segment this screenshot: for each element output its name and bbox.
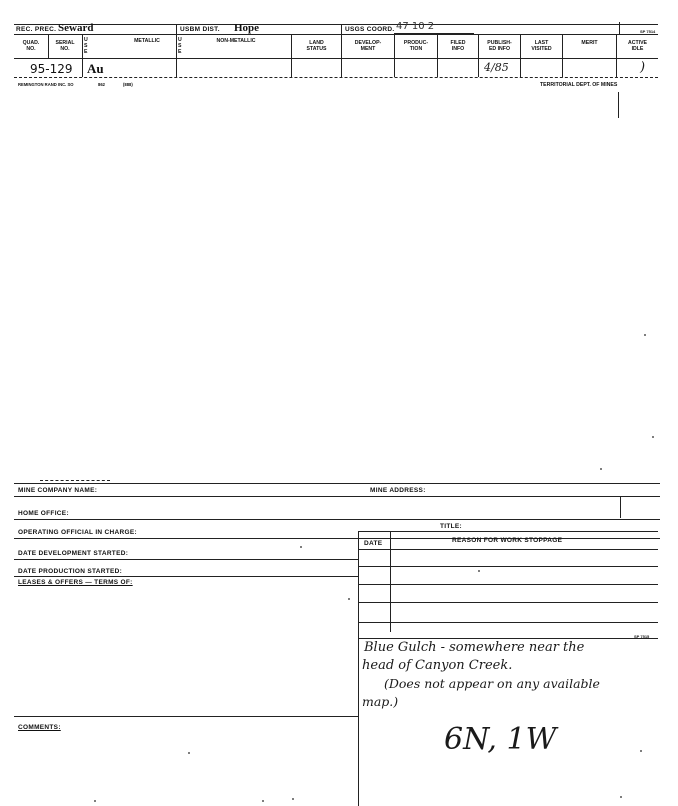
usbm-dist-value: Hope [234, 22, 260, 34]
reason-col-header: REASON FOR WORK STOPPAGE [452, 537, 563, 544]
rule-title [358, 531, 658, 532]
mine-address-label: MINE ADDRESS: [370, 487, 426, 494]
scan-speck [644, 334, 646, 336]
col-serial-no: SERIAL NO. [55, 40, 75, 52]
col-non-metallic: NON-METALLIC [216, 38, 256, 44]
back-top-dash [40, 480, 110, 481]
active-idle-mark: ) [640, 60, 646, 75]
date-prod-started-label: DATE PRODUCTION STARTED: [18, 568, 123, 575]
date-col-header: DATE [364, 540, 383, 547]
date-col-divider [390, 532, 391, 632]
col-land-status: LAND STATUS [306, 40, 327, 52]
record-bottom-rule [14, 77, 658, 78]
table-row-1 [358, 566, 658, 567]
department-label: TERRITORIAL DEPT. OF MINES [540, 82, 618, 88]
back-top-rule [14, 483, 660, 484]
mine-company-name-label: MINE COMPANY NAME: [18, 487, 98, 494]
col-last-visited: LAST VISITED [531, 40, 552, 52]
scan-speck [94, 800, 96, 802]
usbm-dist-label: USBM DIST. [180, 26, 220, 33]
top-rule [14, 24, 658, 25]
operating-official-label: OPERATING OFFICIAL IN CHARGE: [18, 529, 137, 536]
date-dev-started-label: DATE DEVELOPMENT STARTED: [18, 550, 129, 557]
note-line-3: (Does not appear on any available [384, 676, 600, 691]
scan-speck [478, 570, 480, 572]
rec-prec-value: Seward [58, 22, 94, 34]
col-production: PRODUC- TION [403, 40, 429, 52]
scan-speck [262, 800, 264, 802]
form-number-front: SP 7514 [640, 29, 656, 34]
rule-prod-started [14, 576, 358, 577]
rule-comments [14, 716, 358, 717]
col-merit: MERIT [581, 40, 598, 46]
home-office-tick [620, 496, 621, 518]
scan-speck [188, 752, 190, 754]
note-line-1: Blue Gulch - somewhere near the [364, 640, 585, 655]
note-line-2: head of Canyon Creek. [362, 658, 513, 673]
col-development: DEVELOP- MENT [354, 40, 382, 52]
col-use-metallic: U S E [84, 37, 88, 55]
usgs-coord-label: USGS COORD. [345, 26, 395, 33]
col-quad-no: QUAD. NO. [22, 40, 40, 52]
table-row-5 [358, 638, 658, 639]
col-active-idle: ACTIVE IDLE [627, 40, 648, 52]
scan-speck [600, 468, 602, 470]
title-label: TITLE: [440, 523, 463, 530]
col-published-info: PUBLISH- ED INFO [487, 40, 512, 52]
divider-metallic [82, 34, 83, 77]
leases-offers-label: LEASES & OFFERS — TERMS OF: [18, 579, 133, 586]
col-use-nonmetallic: U S E [178, 37, 182, 55]
rule-official [14, 538, 660, 539]
scan-speck [348, 598, 350, 600]
divider-usbm [176, 24, 177, 77]
home-office-label: HOME OFFICE: [18, 510, 69, 517]
printer-code-2: (888) [123, 82, 133, 87]
table-row-2 [358, 584, 658, 585]
table-left-border [358, 532, 359, 806]
printer-label: REMINGTON RAND INC. SO [18, 82, 74, 87]
quad-serial-value: 95-129 [30, 62, 73, 76]
table-row-4 [358, 622, 658, 623]
rule-home-office [14, 519, 660, 520]
form-number-back: SP 7515 [634, 634, 650, 639]
note-line-4: map.) [362, 694, 399, 709]
scan-speck [620, 796, 622, 798]
margin-tick [618, 92, 619, 118]
location-note: 6N, 1W [444, 722, 557, 757]
col-metallic: METALLIC [134, 38, 160, 44]
scan-speck [300, 546, 302, 548]
table-row-3 [358, 602, 658, 603]
scan-speck [652, 436, 654, 438]
scan-speck [292, 798, 294, 800]
table-header-rule [358, 549, 658, 550]
usgs-coord-value: 47 10 2 [396, 21, 435, 32]
rec-prec-label: REC. PREC. [16, 26, 57, 33]
metallic-value: Au [87, 61, 104, 76]
rule-dev-started [14, 559, 358, 560]
rule-company [14, 496, 660, 497]
comments-label: COMMENTS: [18, 724, 61, 731]
printer-code-1: 862 [98, 82, 105, 87]
published-info-value: 4/85 [484, 61, 509, 74]
usgs-coord-underline [394, 33, 474, 34]
scan-speck [640, 750, 642, 752]
tick-mark [619, 22, 620, 34]
col-filed-info: FILED INFO [450, 40, 466, 52]
